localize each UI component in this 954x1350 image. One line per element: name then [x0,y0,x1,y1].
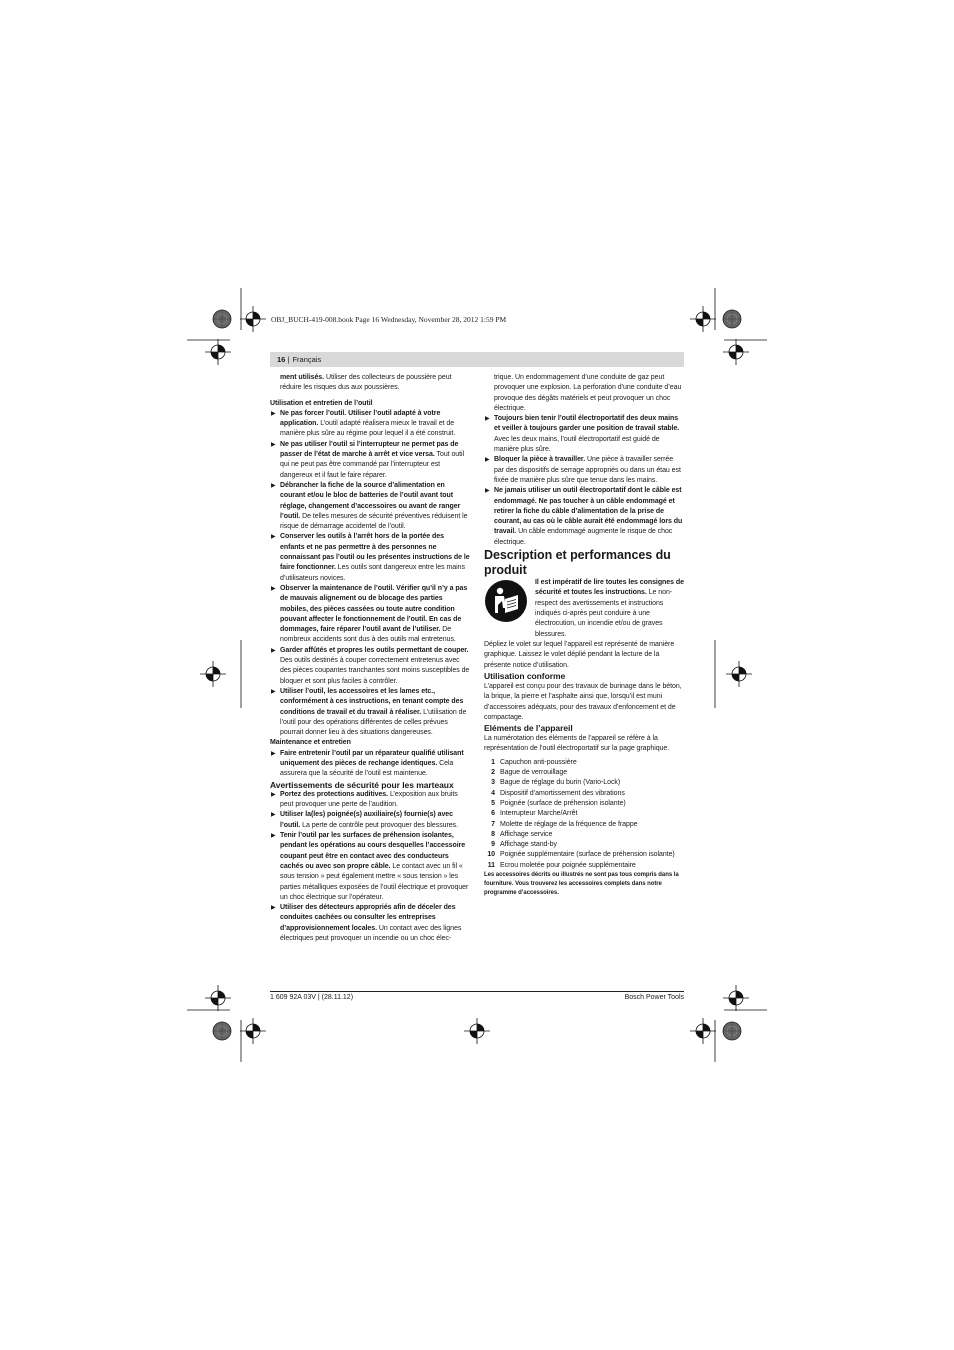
component-label: Capuchon anti-poussière [500,758,577,766]
component-number: 2 [491,769,495,777]
bullet-arrow-icon: ▶ [271,534,276,541]
components-list [484,758,684,871]
component-label: Bague de réglage du burin (Vario-Lock) [500,779,621,787]
page-header [270,352,684,367]
bullet-arrow-icon: ▶ [271,905,276,912]
component-number: 9 [491,841,495,849]
footer-rule [270,991,684,992]
component-number: 7 [491,820,495,828]
component-label: Dispositif d’amortissement des vibrations [500,789,625,797]
usage-bullet-list [270,409,470,739]
bullet-item: ▶ Garder affûtés et propres les outils permettant de couper. Des outils destinés à couper correctement entretenus avec des pièces coupantes tranchantes sont moins susceptibles de bloquer et sont plus faciles à contrôler. [271,646,470,685]
component-label: Interrupteur Marche/Arrêt [500,810,578,818]
bullet-arrow-icon: ▶ [271,688,276,695]
bullet-arrow-icon: ▶ [271,647,276,654]
accessories-footnote: Les accessoires décrits ou illustrés ne sont pas tous compris dans la fourniture. Vous trouverez les accessoires complets dans notre programme d’accessoires. [484,871,679,896]
section-title-maintenance: Maintenance et entretien [270,739,351,747]
bullet-item: ▶ Utiliser l’outil, les accessoires et les lames etc., conformément à ces instructions, en tenant compte des conditions de travail et du travail à réaliser. L’utilisation de l’outil pour des opérations différentes de celles prévues pourrait donner lieu à des situations dangereuses. [271,687,467,737]
footer-brand: Bosch Power Tools [624,994,684,1001]
component-number: 6 [491,810,495,818]
bullet-item: ▶ Ne jamais utiliser un outil électroportatif dont le câble est endommagé. Ne pas toucher à un câble endommagé et retirer la fiche du câble d’alimentation de la prise de courant, au cas où le câble aurait été endommagé lors du travail. Un câble endommagé augmente le risque de choc électrique. [485,487,683,546]
component-label: Affichage stand-by [500,841,557,849]
component-number: 8 [491,830,495,838]
bullet-arrow-icon: ▶ [271,585,276,592]
component-number: 11 [487,861,495,869]
safety-notice-text: Il est impératif de lire toutes les consignes de sécurité et toutes les instructions. Le non-respect des avertissements et instructions indiqués ci-après peut conduire à une électrocution, un incendie et/ou de graves blessures. [535,579,684,638]
bullet-arrow-icon: ▶ [271,750,276,757]
fold-out-paragraph: Dépliez le volet sur lequel l’appareil est représenté de manière graphique. Laissez le volet déplié pendant la lecture de la présente notice d’utilisation. [484,641,675,669]
bullet-arrow-icon: ▶ [271,441,276,448]
bullet-item: ▶ Bloquer la pièce à travailler. Une pièce à travailler serrée par des dispositifs de serrage appropriés ou dans un étau est fixée de manière plus sûre que tenue dans les mains. [485,456,681,484]
section-title-hammer-warnings: Avertissements de sécurité pour les marteaux [270,779,454,790]
bullet-arrow-icon: ▶ [271,812,276,819]
component-label: Affichage service [500,830,553,838]
component-item [484,820,684,830]
component-number: 1 [491,758,495,766]
bullet-item: ▶ Ne pas utiliser l’outil si l’interrupteur ne permet pas de passer de l’état de marche à arrêt et vice versa. Tout outil qui ne peut pas être commandé par l’interrupteur est dangereux et il faut le faire réparer. [271,440,465,479]
print-slug: OBJ_BUCH-419-008.book Page 16 Wednesday, November 28, 2012 1:59 PM [271,315,507,324]
component-number: 10 [487,851,495,859]
component-item [484,778,684,788]
bullet-item: ▶ Débrancher la fiche de la source d’alimentation en courant et/ou le bloc de batteries de l’outil avant tout réglage, changement d’accessoires ou avant de ranger l’outil. De telles mesures de sécurité préventives réduisent le risque de démarrage accidentel de l’outil. [271,481,468,531]
component-number: 5 [491,799,495,807]
header-separator: | [285,355,292,364]
right-bullet-list [484,414,684,548]
component-label: Molette de réglage de la fréquence de frappe [500,820,638,828]
bullet-arrow-icon: ▶ [271,410,276,417]
component-label: Poignée (surface de préhension isolante) [500,799,626,807]
left-column [270,373,470,944]
component-item [484,799,684,809]
bullet-item: ▶ Utiliser la(les) poignée(s) auxiliaire(s) fournie(s) avec l’outil. La perte de contrôle peut provoquer des blessures. [271,811,458,829]
safety-notice [484,578,684,640]
component-label: Poignée supplémentaire (surface de préhension isolante) [500,851,675,859]
hammer-warnings-bullet-list [270,790,470,944]
component-label: Bague de verrouillage [500,769,568,777]
section-title-usage: Utilisation et entretien de l’outil [270,399,373,407]
bullet-item: ▶ Observer la maintenance de l’outil. Vérifier qu’il n’y a pas de mauvais alignement ou de blocage des parties mobiles, des pièces cassées ou toute autre condition pouvant affecter le fonctionnement de l’outil. En cas de dommages, faire réparer l’outil avant de l’utiliser. De nombreux accidents sont dus à des outils mal entretenus. [271,584,468,644]
header-language: Français [292,355,322,364]
component-label: Ecrou moletée pour poignée supplémentaire [500,861,636,869]
right-column [484,373,684,898]
component-item [484,830,684,840]
footer-doc-number: 1 609 92A 03V | (28.11.12) [270,994,354,1001]
continuation-paragraph: trique. Un endommagement d’une conduite de gaz peut provoquer une explosion. La perforation d’une conduite d’eau provoque des dégâts matériels et peut provoquer un choc électrique. [494,374,682,412]
maintenance-bullet-list [270,749,470,780]
component-item [484,768,684,778]
component-number: 3 [491,779,495,787]
section-heading-description: Description et performances du produit [484,548,671,578]
component-item [484,840,684,850]
component-item [484,758,684,768]
intended-use-text: L’appareil est conçu pour des travaux de burinage dans le béton, la brique, la pierre et l’asphalte ainsi que, lorsqu’il est muni d’accessoires adéquats, pour des travaux d’enfoncement et de compactage. [484,682,682,721]
section-title-components: Eléments de l’appareil [484,723,573,734]
bullet-item: ▶ Tenir l’outil par les surfaces de préhension isolantes, pendant les opérations au cours desquelles l’accessoire coupant peut être en contact avec des conducteurs cachés ou avec son propre câble. Le contact avec un fil « sous tension » peut également mettre « sous tension » les parties métalliques exposées de l’outil électrique et provoquer un choc électrique sur l’opérateur. [271,832,469,901]
bullet-item: ▶ Conserver les outils à l’arrêt hors de la portée des enfants et ne pas permettre à des personnes ne connaissant pas l’outil ou les présentes instructions de le faire fonctionner. Les outils sont dangereux entre les mains d’utilisateurs novices. [271,533,470,582]
component-item [484,861,684,871]
component-number: 4 [491,789,495,797]
bullet-arrow-icon: ▶ [485,416,490,423]
bullet-item: ▶ Portez des protections auditives. L’exposition aux bruits peut provoquer une perte de l’audition. [271,790,458,809]
section-title-intended-use: Utilisation conforme [484,670,566,681]
bullet-item: ▶ Ne pas forcer l’outil. Utiliser l’outil adapté à votre application. L’outil adapté réalisera mieux le travail et de manière plus sûre au régime pour lequel il a été construit. [271,409,456,438]
intro-paragraph: ment utilisés. Utiliser des collecteurs de poussière peut réduire les risques dus aux poussières. [280,374,452,392]
bullet-arrow-icon: ▶ [485,488,490,495]
read-manual-icon [485,580,527,622]
bullet-item: ▶ Faire entretenir l’outil par un réparateur qualifié utilisant uniquement des pièces de rechange identiques. Cela assurera que la sécurité de l’outil est maintenue. [271,749,464,778]
bullet-item: ▶ Toujours bien tenir l’outil électroportatif des deux mains et veiller à toujours garder une position de travail stable. Avec les deux mains, l’outil électroportatif est guidé de manière plus sûre. [485,415,680,454]
component-item [484,789,684,799]
bullet-arrow-icon: ▶ [271,482,276,489]
bullet-arrow-icon: ▶ [485,457,490,464]
components-intro: La numérotation des éléments de l’appareil se réfère à la représentation de l’outil électroportatif sur la page graphique. [484,735,670,753]
bullet-arrow-icon: ▶ [271,833,276,840]
page-number: 16 [277,355,286,364]
component-item [484,850,684,860]
component-item [484,809,684,819]
bullet-item: ▶ Utiliser des détecteurs appropriés afin de déceler des conduites cachées ou consulter les entreprises d’approvisionnement locales. Un contact avec des lignes électriques peut provoquer un incendie ou un choc élec- [271,904,462,943]
bullet-arrow-icon: ▶ [271,791,276,798]
